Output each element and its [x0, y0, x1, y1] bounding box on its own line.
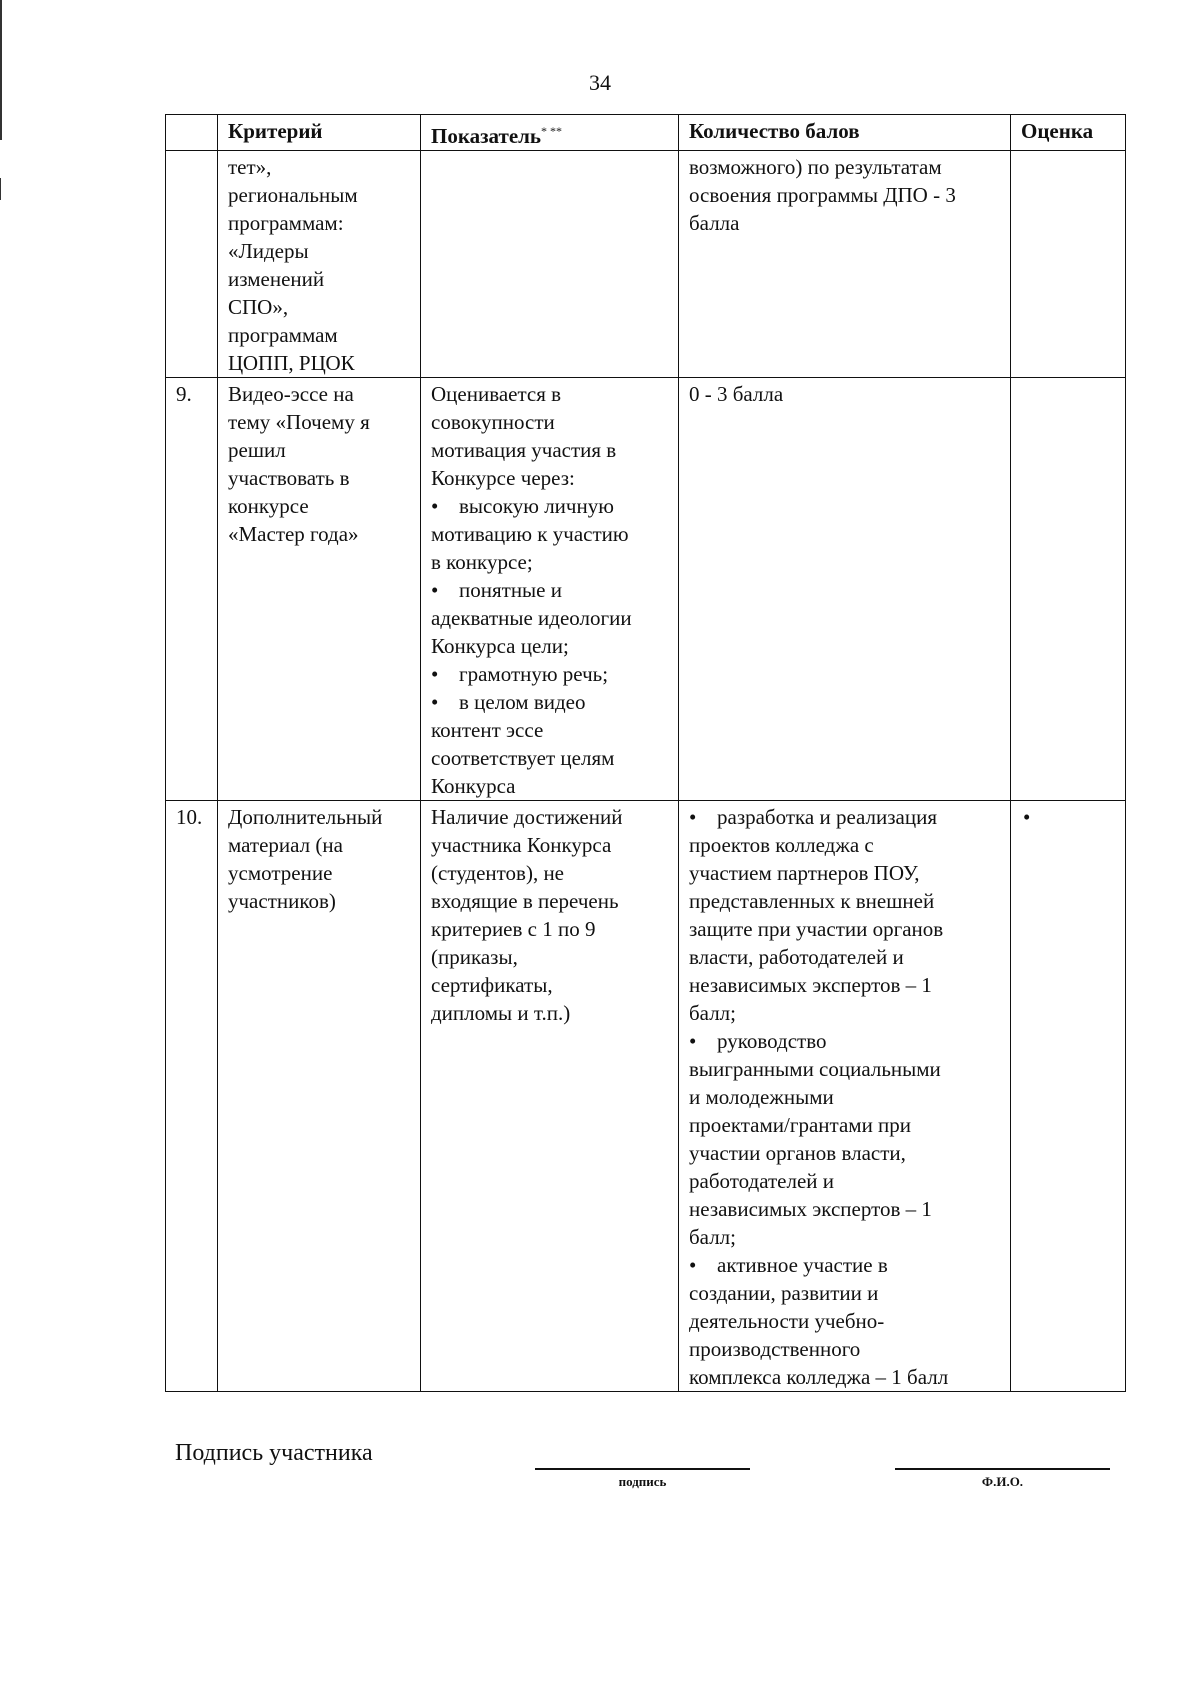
criterion-line: региональным	[228, 183, 358, 207]
indicator-cell	[421, 151, 679, 378]
score-text: независимых экспертов – 1	[689, 973, 932, 997]
indicator-text: контент эссе	[431, 718, 544, 742]
score-text: и молодежными	[689, 1085, 834, 1109]
criterion-line: Дополнительный	[228, 805, 383, 829]
criterion-line: участвовать в	[228, 466, 350, 490]
grade-cell	[1011, 378, 1126, 801]
criteria-table	[165, 114, 1126, 1392]
indicator-line	[431, 772, 669, 800]
row-number: 9.	[166, 378, 218, 801]
score-cell	[679, 151, 1011, 378]
indicator-text: Конкурса	[431, 774, 516, 798]
indicator-text: соответствует целям	[431, 746, 615, 770]
score-line	[689, 1251, 1001, 1279]
signature-label: Подпись участника	[175, 1440, 373, 1466]
score-line	[689, 1363, 1001, 1391]
score-text: разработка и реализация	[717, 805, 938, 829]
indicator-cell	[421, 801, 679, 1392]
score-line	[689, 915, 1001, 943]
criterion-line: СПО»,	[228, 295, 289, 319]
indicator-text: Оценивается в	[431, 382, 562, 406]
name-caption: Ф.И.О.	[981, 1474, 1024, 1489]
indicator-line	[431, 716, 669, 744]
score-text: независимых экспертов – 1	[689, 1197, 932, 1221]
signature-caption: подпись	[618, 1474, 667, 1489]
header-score: Количество балов	[679, 115, 1011, 151]
criterion-line: программам:	[228, 211, 344, 235]
criterion-line: конкурсе	[228, 494, 309, 518]
signature-block	[175, 1440, 1125, 1500]
score-text: власти, работодателей и	[689, 945, 904, 969]
row-number: 10.	[166, 801, 218, 1392]
grade-cell	[1011, 151, 1126, 378]
score-line	[689, 1167, 1001, 1195]
indicator-line	[431, 632, 669, 660]
criterion-line: Видео-эссе на	[228, 382, 354, 406]
table-row	[166, 378, 1126, 801]
indicator-cell	[421, 378, 679, 801]
row-number	[166, 151, 218, 378]
score-line	[689, 943, 1001, 971]
score-text: балл;	[689, 1001, 736, 1025]
indicator-text: понятные и	[459, 578, 562, 602]
table-row	[166, 801, 1126, 1392]
score-line	[689, 1111, 1001, 1139]
criterion-cell	[218, 151, 421, 378]
grade-cell	[1011, 801, 1126, 1392]
score-line: возможного) по результатам	[689, 155, 942, 179]
bullet-icon: •	[431, 494, 439, 518]
score-line	[689, 859, 1001, 887]
header-criterion: Критерий	[218, 115, 421, 151]
score-line	[689, 971, 1001, 999]
score-text: комплекса колледжа – 1 балл	[689, 1365, 949, 1389]
name-line	[895, 1468, 1110, 1470]
indicator-line: критериев с 1 по 9	[431, 917, 596, 941]
score-text: балл;	[689, 1225, 736, 1249]
bullet-icon: •	[1023, 805, 1031, 829]
indicator-line	[431, 744, 669, 772]
bullet-icon: •	[431, 690, 439, 714]
score-line	[689, 999, 1001, 1027]
indicator-line	[431, 464, 669, 492]
criterion-line: программам	[228, 323, 338, 347]
indicator-text: адекватные идеологии	[431, 606, 632, 630]
indicator-line	[431, 436, 669, 464]
indicator-line	[431, 520, 669, 548]
score-line: балла	[689, 211, 740, 235]
score-line	[689, 1027, 1001, 1055]
criterion-line: решил	[228, 438, 286, 462]
indicator-line: сертификаты,	[431, 973, 553, 997]
indicator-line: (студентов), не	[431, 861, 565, 885]
header-indicator	[421, 115, 679, 151]
criterion-line: участников)	[228, 889, 336, 913]
header-indicator-label: Показатель	[431, 124, 542, 148]
header-number	[166, 115, 218, 151]
header-grade: Оценка	[1011, 115, 1126, 151]
score-line	[689, 1139, 1001, 1167]
criterion-line: ЦОПП, РЦОК	[228, 351, 355, 375]
indicator-line	[431, 576, 669, 604]
indicator-line	[431, 492, 669, 520]
indicator-line	[431, 688, 669, 716]
indicator-text: в целом видео	[459, 690, 586, 714]
indicator-text: грамотную речь;	[459, 662, 609, 686]
score-text: представленных к внешней	[689, 889, 935, 913]
score-cell	[679, 801, 1011, 1392]
bullet-icon: •	[431, 578, 439, 602]
criterion-line: изменений	[228, 267, 325, 291]
indicator-text: в конкурсе;	[431, 550, 533, 574]
score-text: защите при участии органов	[689, 917, 944, 941]
indicator-line	[431, 604, 669, 632]
score-text: участии органов власти,	[689, 1141, 906, 1165]
criterion-line: материал (на	[228, 833, 343, 857]
score-line	[689, 887, 1001, 915]
indicator-line: дипломы и т.п.)	[431, 1001, 571, 1025]
bullet-icon: •	[689, 1029, 697, 1053]
table-header-row	[166, 115, 1126, 151]
indicator-line	[431, 660, 669, 688]
indicator-text: мотивация участия в	[431, 438, 617, 462]
indicator-line	[431, 408, 669, 436]
score-text: участием партнеров ПОУ,	[689, 861, 920, 885]
page-number: 34	[589, 70, 611, 95]
criterion-cell	[218, 801, 421, 1392]
indicator-text: высокую личную	[459, 494, 614, 518]
indicator-text: Конкурса цели;	[431, 634, 569, 658]
score-text: деятельности учебно-	[689, 1309, 885, 1333]
score-line	[689, 1335, 1001, 1363]
signature-line	[535, 1468, 750, 1470]
score-line	[689, 831, 1001, 859]
score-text: активное участие в	[717, 1253, 888, 1277]
scan-edge-mark	[0, 178, 1, 200]
indicator-text: мотивацию к участию	[431, 522, 629, 546]
indicator-line: (приказы,	[431, 945, 518, 969]
bullet-icon: •	[689, 1253, 697, 1277]
indicator-text: Конкурсе через:	[431, 466, 575, 490]
score-line	[689, 1223, 1001, 1251]
score-text: проектами/грантами при	[689, 1113, 912, 1137]
score-line	[689, 1279, 1001, 1307]
criterion-line: тет»,	[228, 155, 272, 179]
criterion-cell	[218, 378, 421, 801]
bullet-icon: •	[689, 805, 697, 829]
indicator-line: входящие в перечень	[431, 889, 619, 913]
indicator-line	[431, 380, 669, 408]
indicator-line: Наличие достижений	[431, 805, 623, 829]
score-line	[689, 1195, 1001, 1223]
score-text: руководство	[717, 1029, 827, 1053]
score-line: освоения программы ДПО - 3	[689, 183, 956, 207]
criterion-line: тему «Почему я	[228, 410, 370, 434]
score-line	[689, 1055, 1001, 1083]
indicator-line	[431, 548, 669, 576]
score-cell: 0 - 3 балла	[679, 378, 1011, 801]
score-line	[689, 803, 1001, 831]
score-line	[689, 1083, 1001, 1111]
score-text: выигранными социальными	[689, 1057, 941, 1081]
score-line	[689, 1307, 1001, 1335]
score-text: создании, развитии и	[689, 1281, 879, 1305]
criterion-line: усмотрение	[228, 861, 333, 885]
header-indicator-marks: * **	[541, 124, 563, 138]
score-text: проектов колледжа с	[689, 833, 874, 857]
criterion-line: «Лидеры	[228, 239, 309, 263]
bullet-icon: •	[431, 662, 439, 686]
score-text: производственного	[689, 1337, 861, 1361]
table-row	[166, 151, 1126, 378]
indicator-text: совокупности	[431, 410, 555, 434]
indicator-line: участника Конкурса	[431, 833, 612, 857]
score-text: работодателей и	[689, 1169, 835, 1193]
criterion-line: «Мастер года»	[228, 522, 359, 546]
